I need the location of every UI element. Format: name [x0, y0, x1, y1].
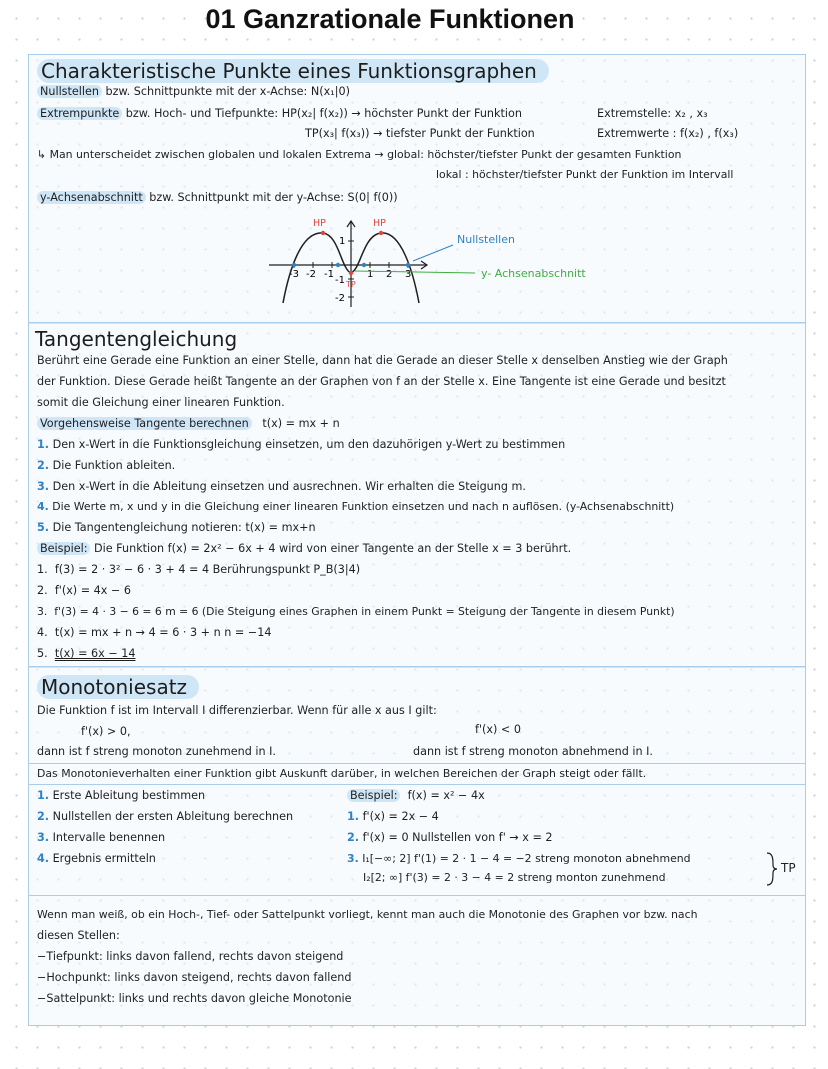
line-extrempunkte: Extrempunkte bzw. Hoch- und Tiefpunkte: HP(x₂| f(x₂)) → höchster Punkt der Funktion: [37, 107, 522, 121]
nullstelle-point: [362, 263, 366, 267]
monotonie-step: 3. Intervalle benennen: [37, 831, 166, 844]
nullstelle-point: [336, 263, 340, 267]
condition-right: f'(x) < 0: [475, 723, 521, 736]
y-tick-label: 1: [339, 236, 346, 247]
result-right: dann ist f streng monoton abnehmend in I.: [413, 745, 653, 758]
calc-step: 2. f'(x) = 4x − 6: [37, 584, 132, 597]
section-characteristic-points: [28, 54, 806, 324]
y-tick-label: -1: [335, 275, 345, 286]
x-tick-label: -2: [306, 269, 316, 280]
bullet-sattelpunkt: −Sattelpunkt: links und rechts davon gleiche Monotonie: [37, 992, 352, 1005]
calc-step: 3. f'(3) = 4 · 3 − 6 = 6 m = 6 (Die Steigung eines Graphen in einem Punkt = Steigung der Tangente in diesem Punkt): [37, 605, 675, 618]
extrema-monotonie-text: Wenn man weiß, ob ein Hoch-, Tief- oder Sattelpunkt vorliegt, kennt man auch die Monotonie des Graphen vor bzw. nach: [37, 908, 698, 921]
section-heading: Tangentengleichung: [35, 327, 238, 351]
theorem-text: Die Funktion f ist im Intervall I differenzierbar. Wenn für alle x aus I gilt:: [37, 704, 437, 717]
brace-icon: [765, 851, 779, 887]
extrema-note: ↳ Man unterscheidet zwischen globalen und lokalen Extrema → global: höchster/tiefster Punkt der gesamten Funktion: [37, 148, 682, 161]
intro-text-3: somit die Gleichung einer linearen Funktion.: [37, 396, 285, 409]
extremwerte-note: Extremwerte : f(x₂) , f(x₃): [597, 127, 739, 140]
monotonie-step: 1. Erste Ableitung bestimmen: [37, 789, 206, 802]
y-tick-label: -2: [335, 293, 345, 304]
intro-text-2: der Funktion. Diese Gerade heißt Tangente an der Graphen von f an der Stelle x. Eine Tangente ist eine Gerade und besitzt: [37, 375, 726, 388]
procedure-step: 3. Den x-Wert in die Ableitung einsetzen und ausrechnen. Wir erhalten die Steigung m.: [37, 480, 526, 493]
x-tick-label: 2: [386, 269, 393, 280]
line-y-achsenabschnitt: y-Achsenabschnitt bzw. Schnittpunkt mit der y-Achse: S(0| f(0)): [37, 191, 398, 205]
procedure-step: 2. Die Funktion ableiten.: [37, 459, 176, 472]
extremstelle-note: Extremstelle: x₂ , x₃: [597, 107, 708, 120]
procedure-step: 1. Den x-Wert in die Funktionsgleichung einsetzen, um den dazuhörigen y-Wert zu bestimmen: [37, 438, 566, 451]
tangent-result: t(x) = 6x − 14: [54, 647, 136, 660]
divider: [29, 784, 805, 785]
example-line: Beispiel: Die Funktion f(x) = 2x² − 6x + 4 wird von einer Tangente an der Stelle x = 3 berührt.: [37, 542, 571, 556]
hp-right-label: HP: [373, 218, 386, 229]
hp-right-point: [379, 231, 383, 235]
bullet-hochpunkt: −Hochpunkt: links davon steigend, rechts davon fallend: [37, 971, 352, 984]
hp-left-point: [321, 231, 325, 235]
tp-point: [349, 271, 353, 275]
y-achsenabschnitt-label: y- Achsenabschnitt: [481, 267, 586, 280]
extrema-monotonie-text-2: diesen Stellen:: [37, 929, 120, 942]
tiefpunkt-line: TP(x₃| f(x₃)) → tiefster Punkt der Funktion: [305, 127, 535, 140]
calc-step: 1. f(3) = 2 · 3² − 6 · 3 + 4 = 4 Berührungspunkt P_B(3|4): [37, 563, 361, 576]
monotonie-example-step: 1. f'(x) = 2x − 4: [347, 810, 439, 823]
section-heading: Charakteristische Punkte eines Funktionsgraphen: [37, 59, 549, 83]
monotonie-step: 2. Nullstellen der ersten Ableitung berechnen: [37, 810, 294, 823]
procedure-heading: Vorgehensweise Tangente berechnen t(x) = mx + n: [37, 417, 340, 431]
lokal-note: lokal : höchster/tiefster Punkt der Funktion im Intervall: [436, 168, 734, 181]
calc-step: 5. t(x) = 6x − 14: [37, 647, 136, 660]
condition-left: f'(x) > 0,: [81, 725, 131, 738]
divider: [29, 763, 805, 764]
procedure-step: 5. Die Tangentengleichung notieren: t(x) = mx+n: [37, 521, 316, 534]
line-nullstellen: Nullstellen bzw. Schnittpunkte mit der x-Achse: N(x₁|0): [37, 85, 350, 99]
x-tick-label: -1: [324, 269, 334, 280]
intro-text-1: Berührt eine Gerade eine Funktion an einer Stelle, dann hat die Gerade an dieser Stelle x denselben Anstieg wie der Graph: [37, 354, 728, 367]
nullstelle-point: [406, 263, 410, 267]
monotonie-example-step: 2. f'(x) = 0 Nullstellen von f' → x = 2: [347, 831, 553, 844]
page-title: 01 Ganzrationale Funktionen: [205, 4, 575, 34]
calc-step: 4. t(x) = mx + n → 4 = 6 · 3 + n n = −14: [37, 626, 272, 639]
procedure-step: 4. Die Werte m, x und y in die Gleichung einer linearen Funktion einsetzen und nach n auflösen. (y-Achsenabschnitt): [37, 500, 675, 513]
section-tangentengleichung: [28, 322, 806, 668]
bullet-tiefpunkt: −Tiefpunkt: links davon fallend, rechts davon steigend: [37, 950, 344, 963]
nullstellen-pointer: [413, 245, 453, 261]
nullstelle-point: [292, 263, 296, 267]
monotonie-example-step: 3. I₁[−∞; 2] f'(1) = 2 · 1 − 4 = −2 streng monoton abnehmend: [347, 852, 691, 865]
hp-left-label: HP: [313, 218, 326, 229]
section-monotoniesatz: [28, 666, 806, 1026]
x-tick-label: 3: [405, 269, 412, 280]
monotonie-text: Das Monotonieverhalten einer Funktion gibt Auskunft darüber, in welchen Bereichen der Graph steigt oder fällt.: [37, 767, 647, 780]
function-graph: [249, 211, 589, 321]
x-tick-label: 1: [367, 269, 374, 280]
result-left: dann ist f streng monoton zunehmend in I.: [37, 745, 276, 758]
monotonie-example-head: Beispiel: f(x) = x² − 4x: [347, 789, 485, 803]
monotonie-step: 4. Ergebnis ermitteln: [37, 852, 156, 865]
monotonie-example-step: I₂[2; ∞] f'(3) = 2 · 3 − 4 = 2 streng monton zunehmend: [363, 871, 666, 884]
nullstellen-label: Nullstellen: [457, 233, 515, 246]
divider: [29, 895, 805, 896]
tp-label: TP: [346, 280, 356, 289]
tp-result-label: TP: [781, 861, 796, 875]
x-tick-label: -3: [289, 269, 299, 280]
section-heading: Monotoniesatz: [37, 675, 199, 699]
